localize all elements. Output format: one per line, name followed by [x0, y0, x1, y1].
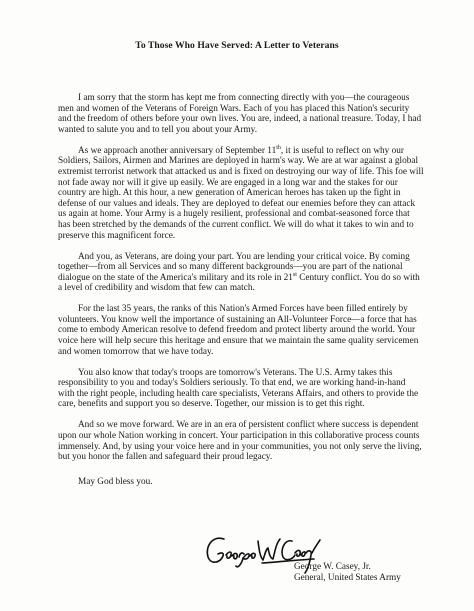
paragraph-6: And so we move forward. We are in an era of persistent conflict where success is dependent upon our whole Nation working in concert. Your participation in this collaborative process counts immensely. And, by using your voice here and in your communities, you not only serve the living, but you honor the fallen and safeguard their proud legacy.: [58, 420, 422, 463]
paragraph-3: [58, 252, 424, 294]
signer-rank: General, United States Army: [294, 573, 401, 583]
paragraph-3-part-b: Century conflict. You do so with a level of credibility and wisdom that few can match.: [58, 272, 420, 294]
paragraph-2-superscript: th: [276, 144, 281, 151]
paragraph-3-superscript: st: [292, 271, 297, 278]
closing-line: May God bless you.: [78, 476, 153, 487]
paragraph-3-part-a: And you, as Veterans, are doing your part. You are lending your critical voice. By coming together—from all Services and so many different backgrounds—you are part of the national dialogue on the state of the America's military and its role in 21: [58, 251, 410, 283]
signature-block: [294, 562, 401, 584]
signer-name: George W. Casey, Jr.: [294, 562, 371, 572]
paragraph-2: [58, 146, 424, 241]
letter-body: [58, 93, 424, 498]
letter-title: To Those Who Have Served: A Letter to Veterans: [135, 40, 339, 51]
paragraph-2-part-b: , it is useful to reflect on why our Soldiers, Sailors, Airmen and Marines are deployed in harm's way. We are at war against a global extremist terrorist network that attacked us and is fixed on destroying our way of life. This foe will not fade away nor will it give up easily. We are engaged in a long war and the stakes for our country are high. At this hour, a new generation of American heroes has taken up the fight in defense of our values and ideals. They are deployed to defeat our enemies before they can attack us again at home. Your Army is a hugely resilient, professional and combat-seasoned force that has been stretched by the demands of the current conflict. We will do what it takes to win and to preserve this magnificent force.: [58, 145, 424, 241]
paragraph-1: I am sorry that the storm has kept me from connecting directly with you—the courageous men and women of the Veterans of Foreign Wars. Each of you has placed this Nation's security and the freedom of others before your own lives. You are, indeed, a national treasure. Today, I had wanted to salute you and to tell you about your Army.: [58, 93, 422, 135]
paragraph-4: For the last 35 years, the ranks of this Nation's Armed Forces have been filled entirely by volunteers. You know well the importance of sustaining an All-Volunteer Force—a force that has come to embody American resolve to defend freedom and protect liberty around the world. Your voice here will help secure this heritage and ensure that we maintain the same quality servicemen and women tomorrow that we have today.: [58, 304, 419, 357]
paragraph-2-part-a: As we approach another anniversary of September 11: [78, 145, 277, 156]
paragraph-5: You also know that today's troops are tomorrow's Veterans. The U.S. Army takes this responsibility to you and today's Soldiers seriously. To that end, we are working hand-in-hand with the right people, including health care specialists, Veterans Affairs, and others to provide the care, benefits and support you so deserve. Together, our mission is to get this right.: [58, 367, 419, 410]
